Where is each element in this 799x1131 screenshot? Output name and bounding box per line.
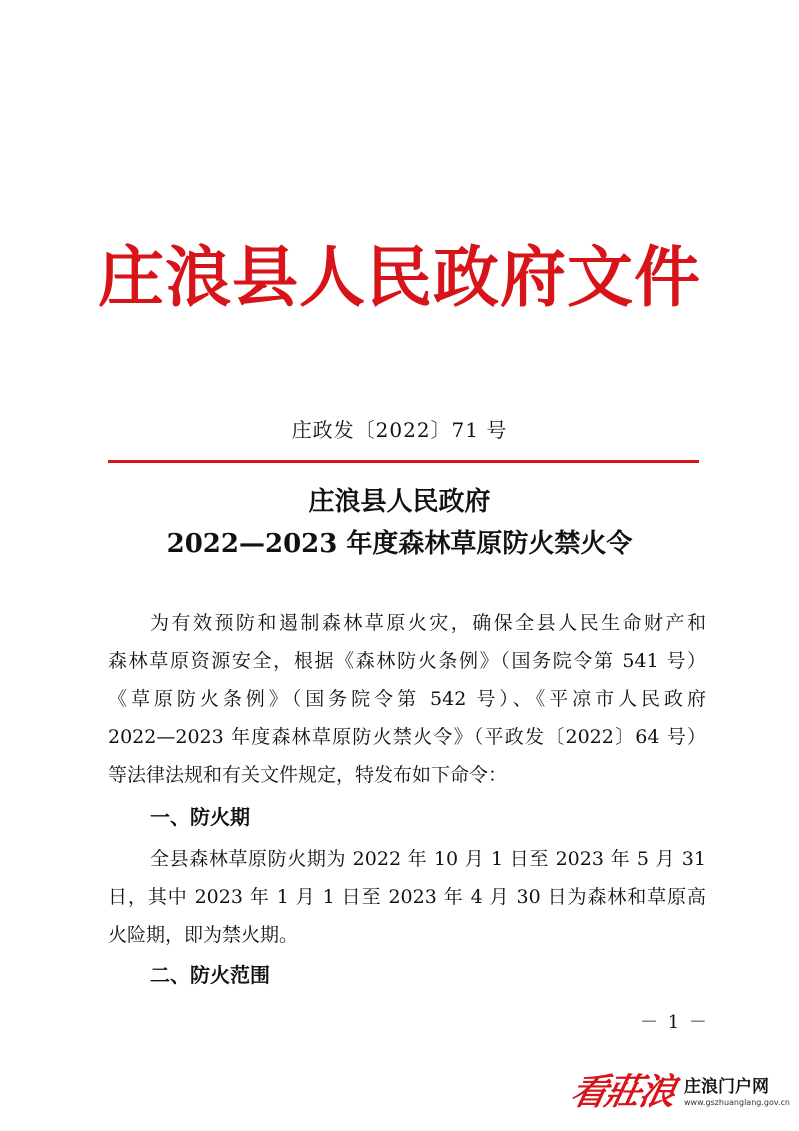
section-fire-period-heading: 一、防火期 bbox=[150, 805, 250, 829]
document-number: 庄政发〔2022〕71 号 bbox=[291, 418, 508, 442]
intro-line-1: 为有效预防和遏制森林草原火灾，确保全县人民生命财产和 bbox=[150, 612, 706, 634]
intro-line-4: 2022—2023 年度森林草原防火禁火令》（平政发〔2022〕64 号） bbox=[108, 726, 706, 748]
red-divider-line bbox=[108, 460, 699, 463]
document-header-title: 庄浪县人民政府文件 bbox=[98, 238, 701, 316]
intro-line-2: 森林草原资源安全，根据《森林防火条例》（国务院令第 541 号） bbox=[108, 650, 706, 672]
intro-line-5: 等法律法规和有关文件规定，特发布如下命令： bbox=[108, 764, 508, 786]
issuer-title: 庄浪县人民政府 bbox=[308, 487, 491, 517]
fire-period-line-3: 火险期，即为禁火期。 bbox=[108, 924, 299, 946]
section-fire-scope-heading: 二、防火范围 bbox=[150, 963, 270, 987]
order-title: 2022—2023 年度森林草原防火禁火令 bbox=[166, 529, 633, 559]
intro-line-3: 《草原防火条例》（国务院令第 542 号）、《平凉市人民政府 bbox=[108, 688, 706, 710]
fire-period-line-1: 全县森林草原防火期为 2022 年 10 月 1 日至 2023 年 5 月 31 bbox=[150, 848, 706, 870]
site-name: 庄浪门户网 bbox=[684, 1077, 769, 1097]
site-url: www.gszhuanglang.gov.cn bbox=[684, 1098, 790, 1107]
brush-logo: 看莊浪 bbox=[567, 1071, 678, 1113]
site-watermark bbox=[567, 1064, 794, 1124]
fire-period-line-2: 日，其中 2023 年 1 月 1 日至 2023 年 4 月 30 日为森林和草原高 bbox=[108, 886, 706, 908]
page-number: － 1 － bbox=[640, 1012, 709, 1033]
